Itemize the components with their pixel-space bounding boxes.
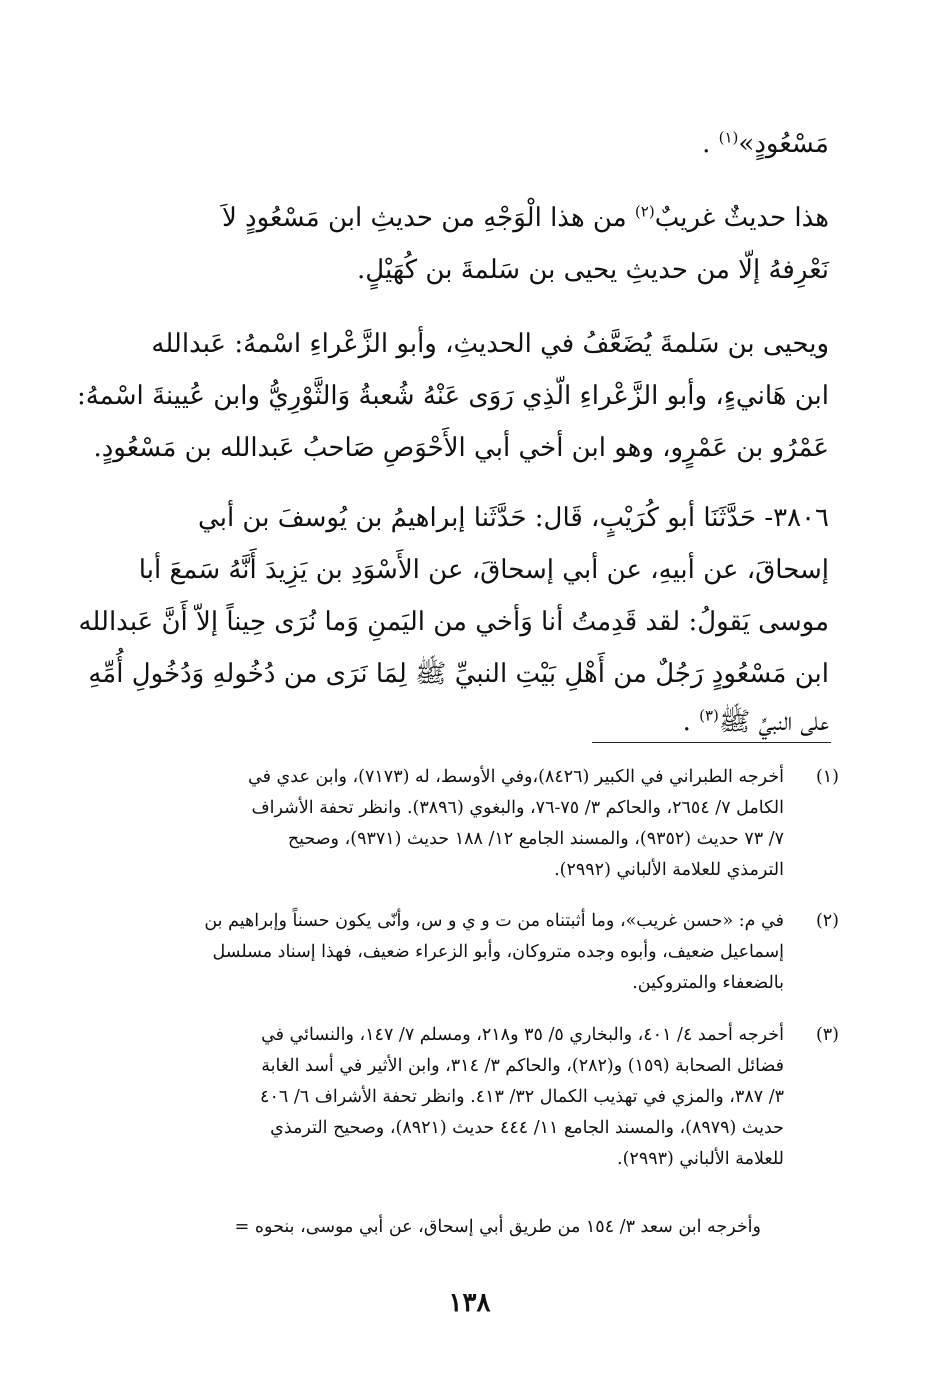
text-line: ابن مَسْعُودٍ رَجُلٌ من أَهْلِ بَيْتِ النبيِّ ﷺ لِمَا نَرَى من دُخُولهِ وَدُخُولِ أُمِّهِ [88, 659, 829, 689]
text-run: من هذا الْوَجْهِ من حديثِ ابن مَسْعُودٍ لاَ [221, 203, 635, 233]
text-line [110, 118, 829, 170]
text-line [110, 192, 829, 244]
footnote-ref: (١) [718, 128, 739, 147]
text-run: هذا حديثٌ غريبٌ [654, 203, 829, 233]
footnote-line: إسماعيل ضعيف، وأبوه وجده متروكان، وأبو الزعراء ضعيف، فهذا إسناد مسلسل [212, 942, 784, 962]
footnote-line: حديث (٨٩٧٩)، والمسند الجامع ١١/ ٤٤٤ حديث (٨٩٢١)، وصحيح الترمذي [270, 1118, 784, 1138]
text-line: ٣٨٠٦- حَدَّثَنَا أبو كُرَيْبٍ، قَال: حَدَّثَنا إبراهيمُ بن يُوسفَ بن أبي [198, 503, 829, 533]
footnote-continuation [100, 1212, 761, 1243]
footnote-line: ٧/ ٧٣ حديث (٩٣٥٢)، والمسند الجامع ١٢/ ١٨٨ حديث (٩٣٧١)، وصحيح [287, 829, 784, 849]
footnote-line: الترمذي للعلامة الألباني (٢٩٩٢). [554, 860, 784, 880]
text-run: . [682, 707, 700, 737]
text-run: مَسْعُودٍ» [738, 129, 829, 159]
footnote-number: (١) [815, 767, 839, 787]
text-line: نَعْرِفهُ إلّا من حديثِ يحيى بن سَلمةَ بن كُهَيْلٍ. [357, 255, 829, 285]
text-run: . [702, 129, 719, 159]
footnote-line: بالضعفاء والمتروكين. [632, 973, 784, 993]
footnote-number: (٢) [815, 911, 839, 931]
footnote-line: أخرجه الطبراني في الكبير (٨٤٢٦)،وفي الأوسط، له (٧١٧٣)، وابن عدي في [248, 767, 784, 787]
page-number: ١٣٨ [448, 1288, 491, 1318]
footnote-line: في م: «حسن غريب»، وما أثبتناه من ت و ي و س، وأنّى يكون حسناً وإبراهيم بن [204, 911, 784, 931]
text-line: ابن هَانيءٍ، وأبو الزَّعْراءِ الّذِي رَوَى عَنْهُ شُعبةُ وَالثَّوْرِيُّ وابن عُيينةَ اسْمهُ: [76, 381, 829, 411]
footnote-ref: (٢) [634, 202, 655, 221]
footnote-line: ٣/ ٣٨٧، والمزي في تهذيب الكمال ٣٢/ ٤١٣. وانظر تحفة الأشراف ٦/ ٤٠٦ [260, 1087, 784, 1107]
footnote-separator [592, 742, 831, 743]
text-line: موسى يَقولُ: لقد قَدِمتُ أنا وَأخي من اليَمنِ وَما نُرَى حِيناً إلاّ أَنَّ عَبدالله [78, 607, 829, 637]
text-line: عَمْرُو بن عَمْرٍو، وهو ابن أخي أبي الأَحْوَصِ صَاحبُ عَبدالله بن مَسْعُودٍ. [93, 433, 829, 463]
text-run: على النبيِّ ﷺ [718, 707, 829, 737]
text-line: ويحيى بن سَلمةَ يُضَعَّفُ في الحديثِ، وأبو الزَّعْراءِ اسْمهُ: عَبدالله [151, 329, 829, 359]
footnote [108, 762, 839, 886]
footnote-line: الكامل ٧/ ٢٦٥٤، والحاكم ٣/ ٧٥-٧٦، والبغوي (٣٨٩٦). وانظر تحفة الأشراف [251, 798, 784, 818]
text-line [110, 696, 829, 748]
footnote-line: للعلامة الألباني (٢٩٩٣). [617, 1149, 784, 1169]
footnote-number: (٣) [815, 1025, 839, 1045]
footnote-line: فضائل الصحابة (١٥٩) و(٢٨٢)، والحاكم ٣/ ٣١٤، وابن الأثير في أسد الغابة [261, 1056, 784, 1076]
footnote-line: أخرجه أحمد ٤/ ٤٠١، والبخاري ٥/ ٣٥ و٢١٨، ومسلم ٧/ ١٤٧، والنسائي في [261, 1025, 784, 1045]
footnote-line: وأخرجه ابن سعد ٣/ ١٥٤ من طريق أبي إسحاق، عن أبي موسى، بنحوه = [234, 1217, 761, 1237]
footnote [108, 906, 839, 999]
footnote [108, 1020, 839, 1175]
footnote-ref: (٣) [699, 706, 719, 725]
text-line: إسحاقَ، عن أبيهِ، عن أبي إسحاقَ، عن الأَسْوَدِ بن يَزِيدَ أَنَّهُ سَمعَ أبا [138, 555, 829, 585]
